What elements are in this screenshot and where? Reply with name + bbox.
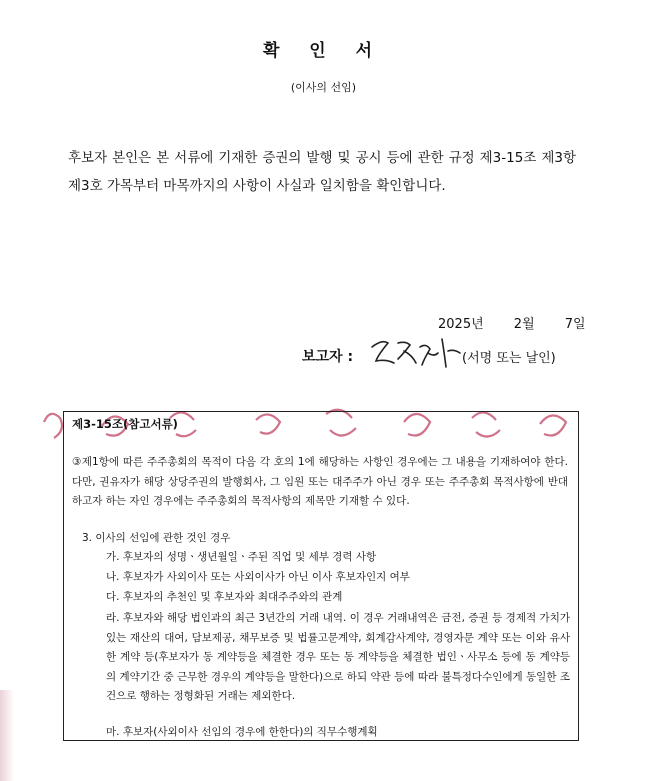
reporter-label: 보고자 : — [302, 349, 354, 365]
reference-box — [63, 411, 579, 741]
reference-item: 다. 후보자의 추천인 및 후보자와 최대주주와의 관계 — [106, 591, 343, 603]
reference-title: 제3-15조(참고서류) — [72, 417, 178, 431]
reference-item: 라. 후보자와 해당 법인과의 최근 3년간의 거래 내역. 이 경우 거래내역은 금전, 증권 등 경제적 가치가 있는 재산의 대여, 담보제공, 채무보증 및 법률고문계약, 회계감사계약, 경영자문 계약 또는 이와 유사한 계약 등(후보자가 동 계약등을 체결한 경우 또는 동 계약등을 체결한 법인ㆍ사무소 등에 동 계약등의 계약기간 중 근무한 경우의 계약등을 말한다)으로 하되 약관 등에 따라 불특정다수인에게 동일한 조건으로 행하는 정형화된 거래는 제외한다. — [106, 612, 570, 702]
signature-note: (서명 또는 날인) — [462, 351, 556, 366]
handwritten-signature — [368, 333, 464, 373]
confirmation-statement: 후보자 본인은 본 서류에 기재한 증권의 발행 및 공시 등에 관한 규정 제3-15조 제3항 제3호 가목부터 마목까지의 사항이 사실과 일치함을 확인합니다. — [68, 150, 576, 194]
reference-item: 마. 후보자(사외이사 선임의 경우에 한한다)의 직무수행계획 — [106, 726, 378, 738]
reference-item: 나. 후보자가 사외이사 또는 사외이사가 아닌 이사 후보자인지 여부 — [106, 571, 410, 583]
document-title: 확 인 서 — [262, 41, 385, 61]
reference-item: 가. 후보자의 성명ㆍ생년월일ㆍ주된 직업 및 세부 경력 사항 — [106, 551, 377, 563]
document-subtitle: (이사의 선임) — [290, 81, 357, 94]
date-day: 7일 — [564, 317, 586, 332]
date-row — [438, 313, 586, 332]
scan-edge-mark — [0, 690, 14, 781]
reference-intro: ③제1항에 따른 주주총회의 목적이 다음 각 호의 1에 해당하는 사항인 경우에는 그 내용을 기재하여야 한다. 다만, 권유자가 해당 상당주권의 발행회사, 그 임원 또는 대주주가 아닌 경우 또는 주주총회 목적사항에 반대하고자 하는 자인 경우에는 주주총회의 목적사항의 제목만 기재할 수 있다. — [72, 456, 568, 507]
date-year: 2025년 — [438, 317, 484, 332]
reference-section: 3. 이사의 선임에 관한 것인 경우 — [82, 532, 231, 544]
date-month: 2월 — [513, 317, 535, 332]
